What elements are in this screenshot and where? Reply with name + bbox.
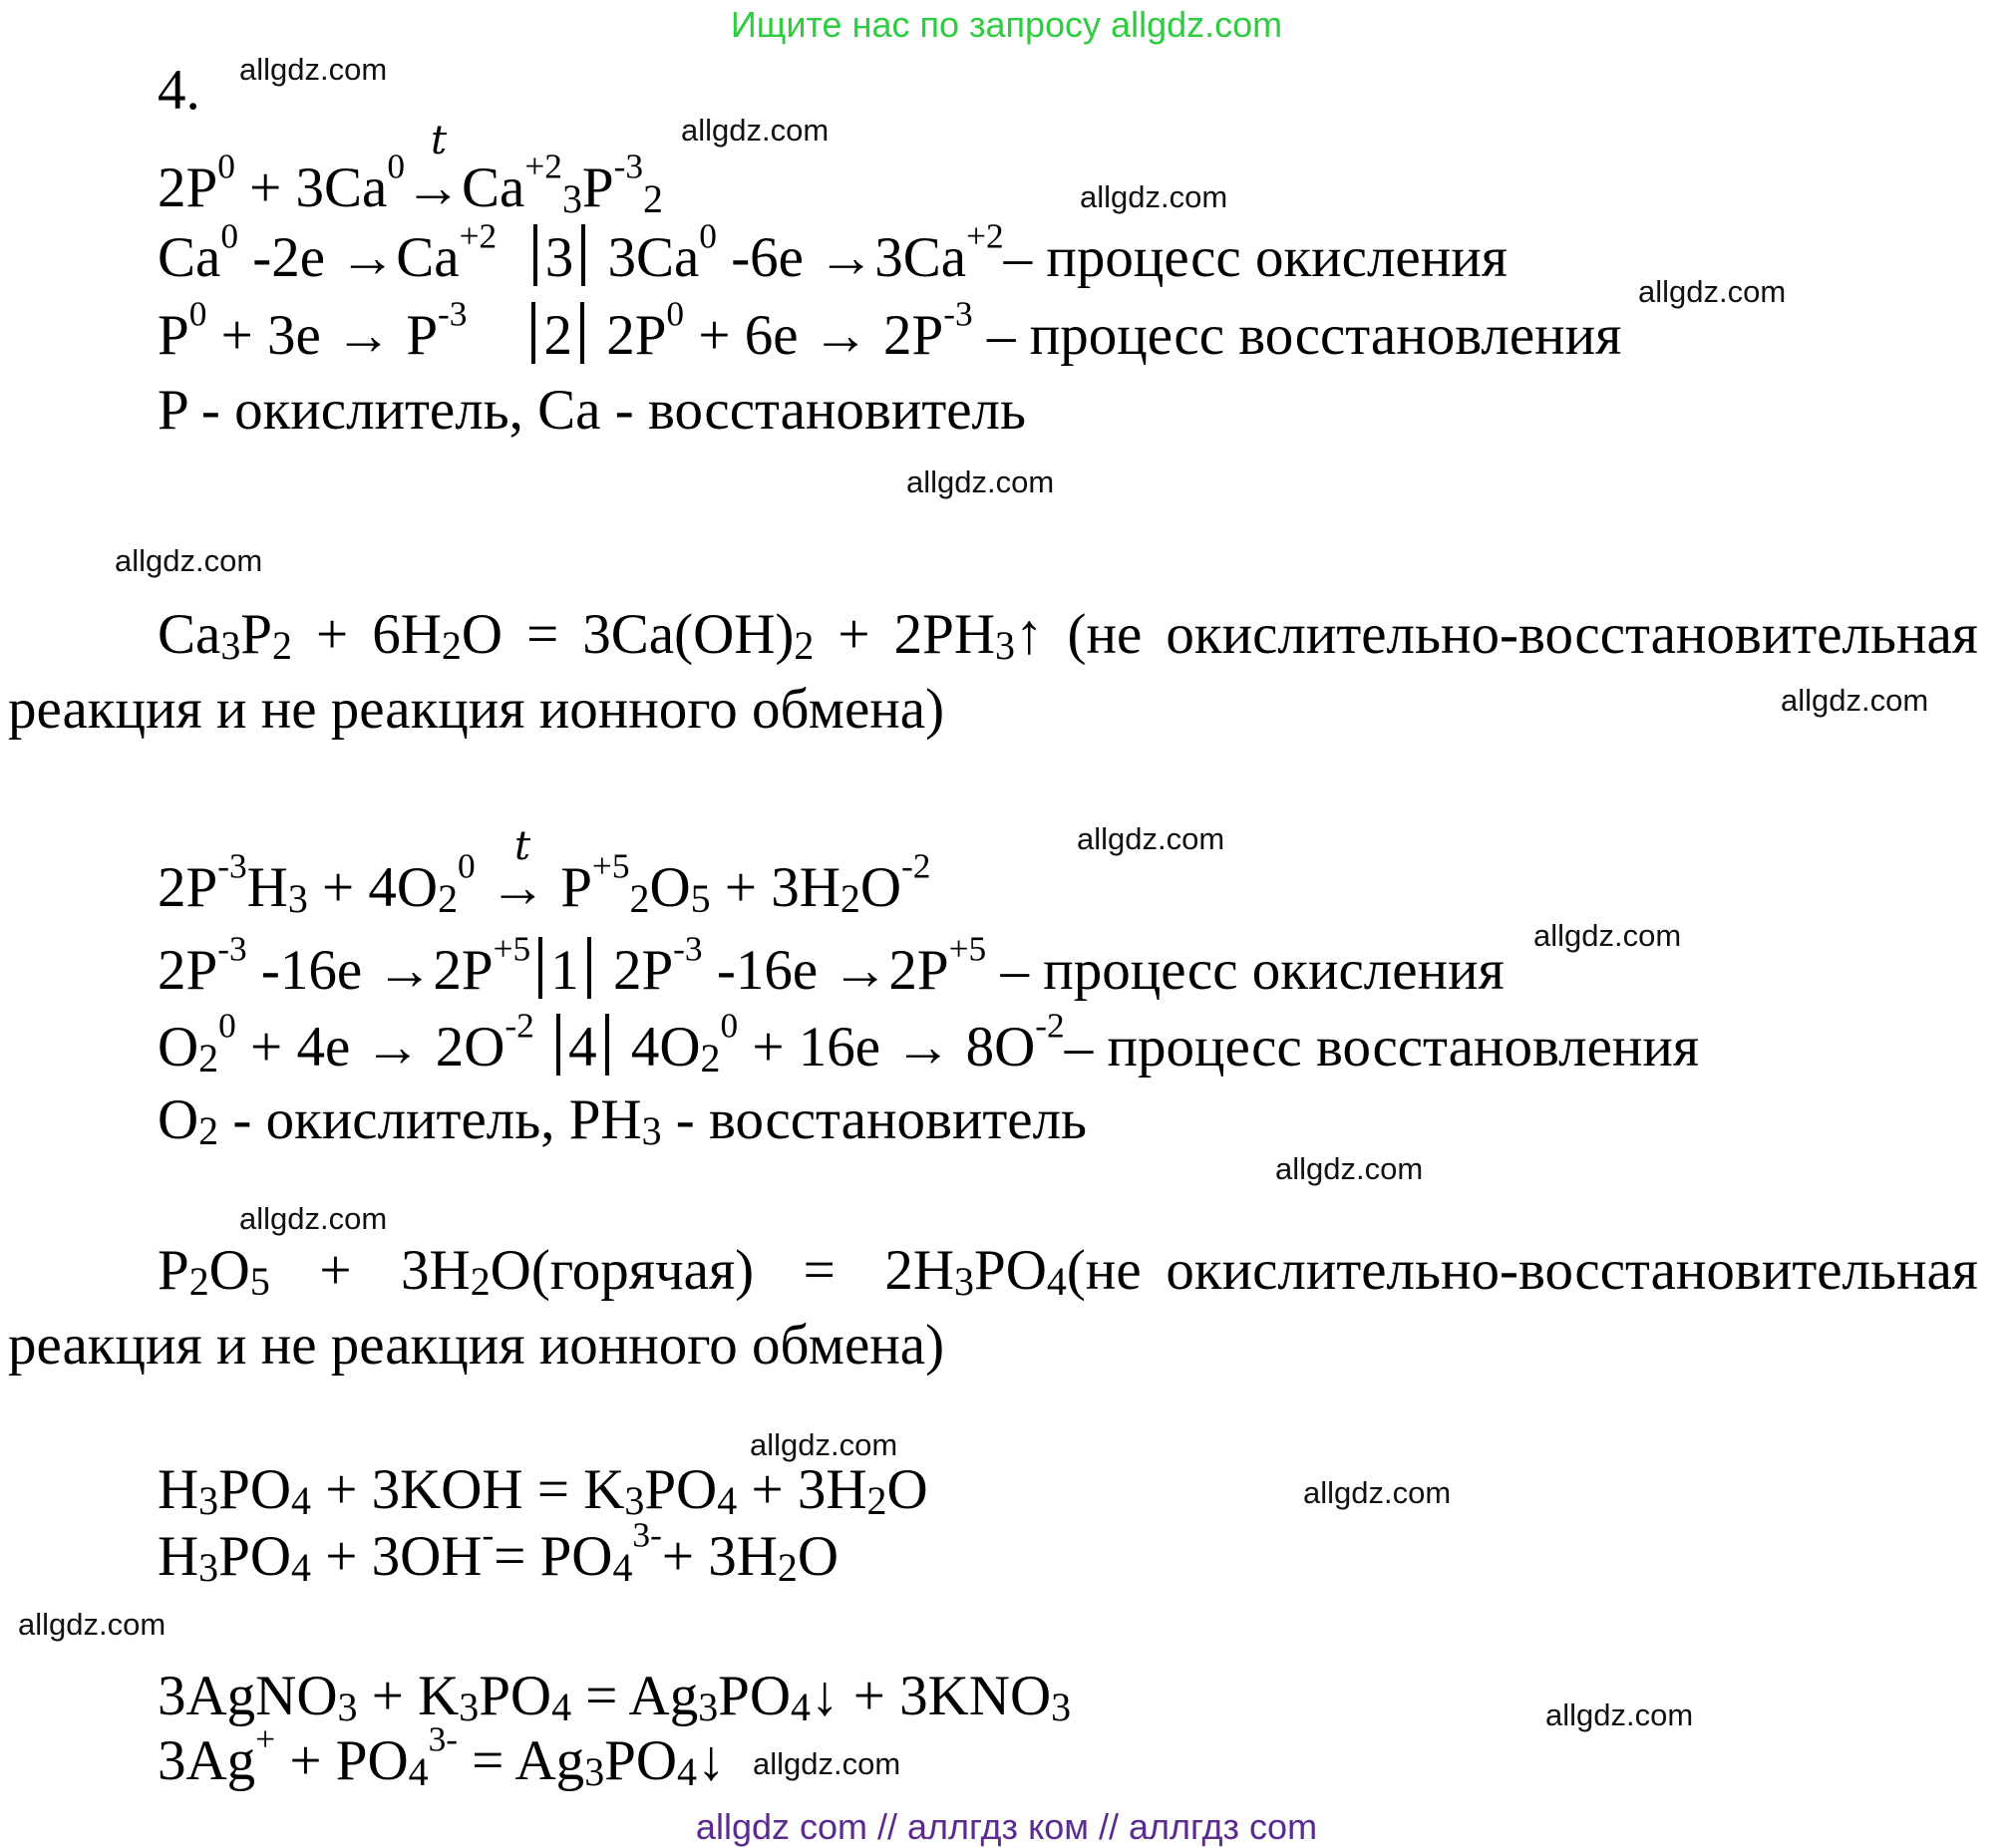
- watermark: allgdz.com: [239, 1201, 388, 1236]
- heat-symbol: t: [514, 823, 531, 869]
- half-reaction-p2: $2P^{-3}$ $-16e \to 2P^{+5}$ 1 $2P^{-3}$ $-16e \to 2P^{+5}$ – процесс окисления: [158, 929, 1505, 1002]
- roles-2-oxidant: O: [158, 1088, 199, 1151]
- watermark: allgdz.com: [1545, 1697, 1694, 1732]
- oxidation-label: – процесс окисления: [1003, 226, 1508, 289]
- not-redox-label: (не окислительно-восстановительная: [1066, 1239, 1979, 1302]
- roles-2-end: - восстановитель: [661, 1088, 1088, 1151]
- watermark: allgdz.com: [1303, 1475, 1452, 1510]
- header-banner[interactable]: Ищите нас по запросу allgdz.com: [730, 4, 1283, 45]
- equation-2: $Ca_3P_2 + 6H_2O = 3Ca(OH)_2$ + $2PH_3↑$ (не окислительно-восстановительная: [158, 603, 1979, 668]
- equation-5-ionic: $H_3PO_4 + 3OH^-= PO_4^{3-}+ 3H_2O$: [158, 1515, 839, 1590]
- task-number: 4.: [158, 59, 200, 122]
- divider: [581, 224, 585, 286]
- watermark: allgdz.com: [753, 1746, 901, 1781]
- divider: [587, 937, 591, 999]
- reduction-label: – процесс восстановления: [1064, 1016, 1700, 1078]
- divider: [533, 224, 537, 286]
- watermark: allgdz.com: [750, 1427, 898, 1462]
- watermark: allgdz.com: [681, 113, 830, 148]
- equation-4: $P_2O_5$ + $3H_2O(горячая) = 2H_3PO_4(не$ окислительно-восстановительная: [158, 1239, 1979, 1304]
- watermark: allgdz.com: [239, 52, 388, 87]
- coefficient: 2: [543, 304, 572, 367]
- equation-6-molecular: 3AgNO$_3$ + $K_3PO_4$ = $Ag_3PO_4↓ + 3KNO_3$: [158, 1665, 1072, 1729]
- reduction-label: – процесс восстановления: [986, 304, 1622, 367]
- oxidation-label: – процесс окисления: [1000, 939, 1505, 1002]
- hot-water-label: (горячая): [530, 1239, 755, 1302]
- watermark: allgdz.com: [1275, 1151, 1424, 1186]
- divider: [538, 937, 542, 999]
- roles-1: P - окислитель, Ca - восстановитель: [158, 379, 1026, 442]
- heat-symbol: t: [431, 118, 448, 163]
- watermark: allgdz.com: [115, 543, 263, 578]
- coefficient: 3: [544, 226, 574, 289]
- divider: [531, 302, 535, 364]
- coefficient: 1: [550, 939, 579, 1002]
- equation-3: $2P^{-3}H_3 + 4O_2^0 \to P^{+5}_2O_5 + 3H_2O^{-2}$: [158, 846, 931, 921]
- half-reaction-ca: Ca$^0$ $-2e \to Ca^{+2}$ 3 3Ca$^0$ $-6e \to 3Ca^{+2}-$ процесс окисления: [158, 216, 1508, 289]
- divider: [580, 302, 584, 364]
- divider: [556, 1014, 560, 1076]
- equation-4-continued: реакция и не реакция ионного обмена): [8, 1314, 945, 1377]
- watermark: allgdz.com: [1781, 683, 1929, 718]
- half-reaction-o2: $O_2^0 + 4e \to 2O^{-2}$ 4 $4O_2^0 + 16e \to 8O^{-2}-$ процесс восстановления: [158, 1006, 1700, 1080]
- not-redox-label: (не окислительно-восстановительная: [1067, 603, 1979, 666]
- equation-1: $2P^0 + 3Ca^0\to Ca^{+2}_3P^{-3}_2$: [158, 147, 663, 221]
- footer-banner[interactable]: allgdz com // аллгдз ком // аллгдз com: [695, 1806, 1318, 1847]
- watermark: allgdz.com: [1638, 274, 1787, 309]
- roles-2-middle: - окислитель, PH: [218, 1088, 642, 1151]
- watermark: allgdz.com: [1533, 918, 1682, 953]
- roles-2: $O_2$ - окислитель, $PH_3$ - восстановитель: [158, 1088, 1088, 1153]
- watermark: allgdz.com: [1077, 821, 1225, 856]
- half-reaction-p: $P^0 + 3e \to P^{-3}$ 2 $2P^0 + 6e \to 2P^{-3}$ – процесс восстановления: [158, 294, 1622, 367]
- equation-2-continued: реакция и не реакция ионного обмена): [8, 678, 945, 741]
- watermark: allgdz.com: [1080, 179, 1228, 214]
- watermark: allgdz.com: [906, 464, 1055, 499]
- equation-5-molecular: $H_3PO_4 + 3KOH = K_3PO_4 + 3H_2O$: [158, 1458, 928, 1523]
- divider: [605, 1014, 609, 1076]
- equation-6-ionic: $3Ag^+ + PO_4^{3-}$ = $Ag_3PO_4↓$: [158, 1719, 726, 1794]
- coefficient: 4: [568, 1016, 597, 1078]
- watermark: allgdz.com: [18, 1607, 167, 1642]
